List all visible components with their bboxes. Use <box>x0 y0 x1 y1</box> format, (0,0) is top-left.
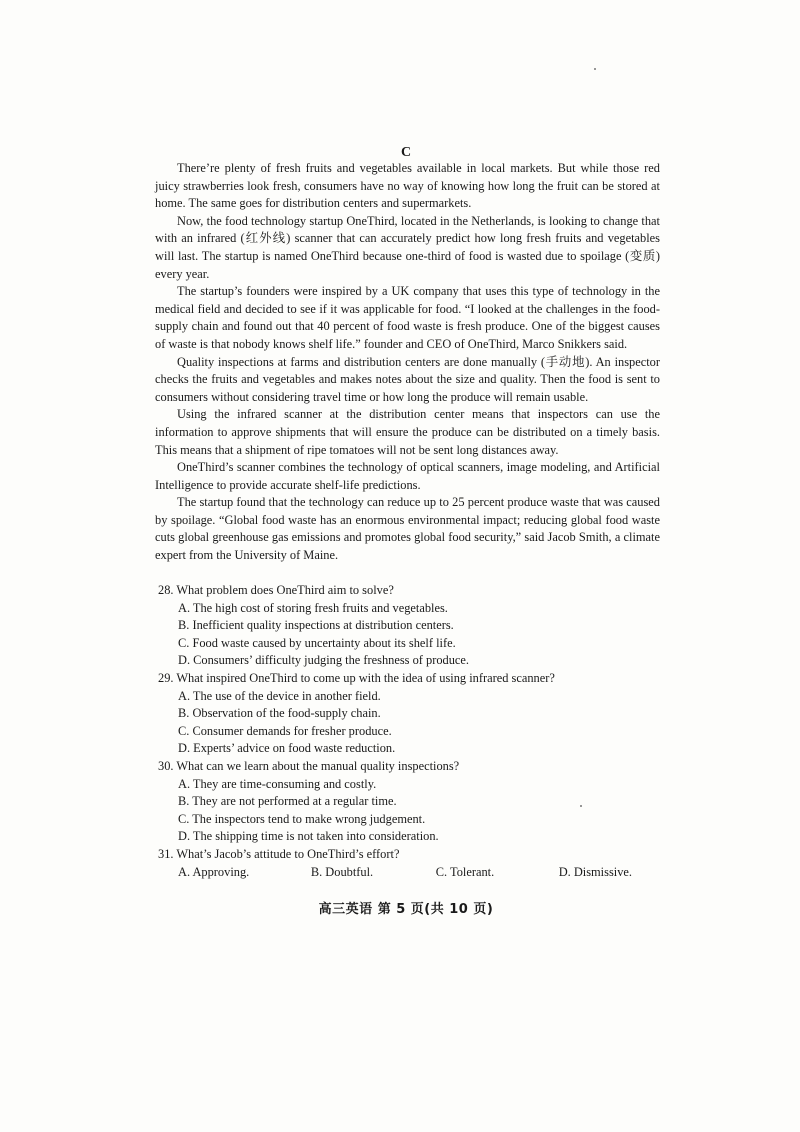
answer-options-row <box>178 864 638 882</box>
passage-paragraph: The startup found that the technology can reduce up to 25 percent produce waste that was caused by spoilage. “Global food waste has an enormous environmental impact; reducing global food waste cuts global greenhouse gas emissions and promotes global food security,” said Jacob Smith, a climate expert from the University of Maine. <box>155 495 660 563</box>
passage-paragraph: OneThird’s scanner combines the technology of optical scanners, image modeling, and Artificial Intelligence to provide accurate shelf-life predictions. <box>155 460 660 492</box>
answer-option-a: A. Approving. <box>178 864 250 879</box>
passage-paragraph: Using the infrared scanner at the distribution center means that inspectors can use the information to approve shipments that will ensure the produce can be distributed on a timely basis. This means that a shipment of ripe tomatoes will not be sent long distances away. <box>155 407 660 457</box>
answer-option-d: D. Consumers’ difficulty judging the freshness of produce. <box>178 653 470 668</box>
reading-passage <box>155 160 660 565</box>
page-footer: 高三英语 第 5 页(共 10 页) <box>318 902 494 917</box>
answer-option-b: B. Inefficient quality inspections at distribution centers. <box>178 618 454 633</box>
answer-option-a: A. The use of the device in another field. <box>178 688 381 703</box>
question-stem: 30. What can we learn about the manual quality inspections? <box>158 758 460 773</box>
question-29 <box>158 670 648 758</box>
answer-option-d: D. The shipping time is not taken into consideration. <box>178 829 439 844</box>
question-list <box>158 582 648 881</box>
answer-option-b: B. Doubtful. <box>310 864 374 879</box>
answer-option-d: D. Dismissive. <box>558 864 633 879</box>
answer-option-b: B. They are not performed at a regular time. <box>178 794 397 809</box>
question-stem: 28. What problem does OneThird aim to solve? <box>158 583 394 597</box>
question-28 <box>158 582 648 670</box>
question-30 <box>158 758 648 846</box>
passage-paragraph: Quality inspections at farms and distribution centers are done manually (手动地). An inspector checks the fruits and vegetables and makes notes about the size and quality. Then the food is sent to consumers without considering travel time or how long the produce will remain usable. <box>155 354 660 404</box>
section-heading: C <box>400 145 412 160</box>
answer-option-c: C. Tolerant. <box>435 864 495 879</box>
passage-paragraph: The startup’s founders were inspired by a UK company that uses this type of technology in the medical field and decided to see if it was applicable for food. “I looked at the challenges in the food-supply chain and found out that 40 percent of food waste is fresh produce. One of the biggest causes of waste is that nobody knows shelf life.” founder and CEO of OneThird, Marco Snikkers said. <box>155 284 660 351</box>
answer-option-c: C. The inspectors tend to make wrong judgement. <box>178 811 426 826</box>
answer-option-b: B. Observation of the food-supply chain. <box>178 706 381 721</box>
passage-paragraph: Now, the food technology startup OneThird, located in the Netherlands, is looking to change that with an infrared (红外线) scanner that can accurately predict how long fresh fruits and vegetables will last. The startup is named OneThird because one-third of food is wasted due to spoilage (变质) every year. <box>155 213 660 281</box>
passage-paragraph: There’re plenty of fresh fruits and vegetables available in local markets. But while those red juicy strawberries look fresh, consumers have no way of knowing how long the fruit can be stored at home. The same goes for distribution centers and supermarkets. <box>155 161 660 211</box>
answer-option-c: C. Food waste caused by uncertainty about its shelf life. <box>178 635 456 650</box>
answer-option-c: C. Consumer demands for fresher produce. <box>178 723 392 738</box>
answer-option-d: D. Experts’ advice on food waste reduction. <box>178 741 396 756</box>
question-stem: 31. What’s Jacob’s attitude to OneThird’s effort? <box>158 846 400 861</box>
answer-option-a: A. They are time-consuming and costly. <box>178 776 377 791</box>
question-31 <box>158 846 648 881</box>
answer-option-a: A. The high cost of storing fresh fruits and vegetables. <box>178 600 448 615</box>
scan-speck <box>594 68 596 70</box>
question-stem: 29. What inspired OneThird to come up with the idea of using infrared scanner? <box>158 670 555 685</box>
